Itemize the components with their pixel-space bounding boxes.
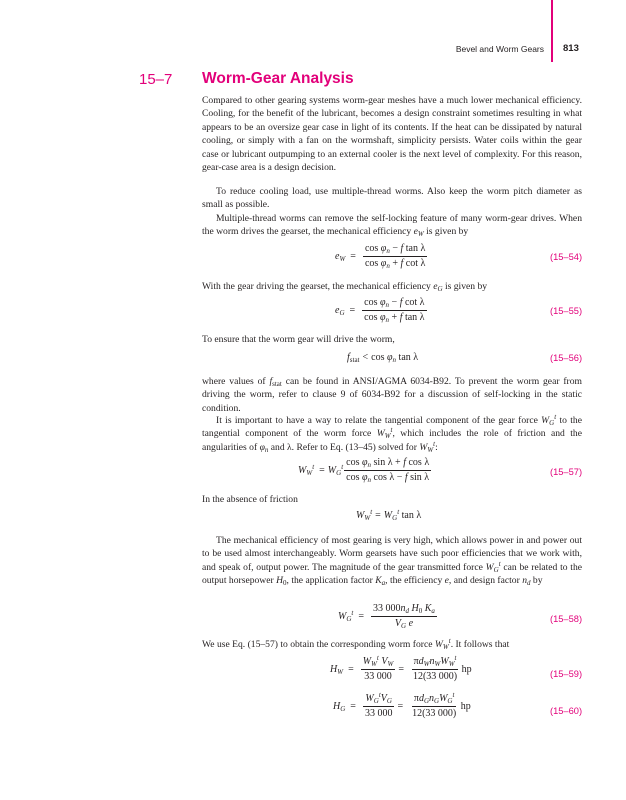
paragraph-9-text-f: by <box>532 575 543 587</box>
paragraph-5 <box>202 333 582 346</box>
paragraph-9-text-e: , and design factor <box>448 575 520 587</box>
paragraph-9-text-d: , the efficiency <box>385 575 443 587</box>
equation-number-15-54: (15–54) <box>550 252 583 262</box>
equation-15-58: $W_G^t$ = $\frac{33 000n_d H_0 K_a}{V_G e}$ <box>338 603 435 630</box>
equation-15-55: $e_G$ = $\frac{\cos \varphi_n - f \cot \lambda}{\cos \varphi_n + f \tan \lambda}$ <box>335 297 425 324</box>
paragraph-4-text-b: is given by <box>444 281 488 292</box>
equation-15-60: $H_G$ = $\frac{W_G^tV_G}{33 000}$ = $\frac{\pi d_Gn_GW_G^t}{12(33 000)}$ hp <box>333 691 471 719</box>
paragraph-7-text-c: , which includes the role of friction and the angularities of <box>202 428 582 453</box>
paragraph-9: The mechanical efficiency of most gearing is very high, which allows power in and power out to be used almost interchangeably. Worm gearsets have such poor efficiencies that we work with, and speak of, output power. The magnitude of the gear transmitted force $W_G^t$ can be related to the output horsepower $H_0$, the application factor $K_a$, the efficiency e, and design factor $n_d$ by <box>202 535 583 588</box>
equation-number-15-55: (15–55) <box>550 306 583 316</box>
paragraph-7-text-a: It is important to have a way to relate the tangential component of the gear force <box>216 415 538 426</box>
equation-number-15-60: (15–60) <box>550 706 583 716</box>
paragraph-8 <box>202 493 582 506</box>
paragraph-10: We use Eq. (15–57) to obtain the corresponding worm force $W_W^t$. It follows that <box>202 637 510 651</box>
paragraph-6-text-a: where values of <box>202 376 266 387</box>
paragraph-9-text-a: The mechanical efficiency of most gearing is very high, which allows power in and power out to be used almost interchangeably. Worm gearsets have such poor efficiencies that we work with, and speak of, output power. The magnitude of the gear transmitted force <box>202 535 582 573</box>
equation-number-15-59: (15–59) <box>550 669 583 679</box>
section-title: Worm-Gear Analysis <box>202 70 354 87</box>
eq60-unit: hp <box>460 701 471 712</box>
eq59-unit: hp <box>461 664 472 675</box>
paragraph-3: Multiple-thread worms can remove the self-locking feature of many worm-gear drives. When the worm drives the gearset, the mechanical efficiency $e_W$ is given by <box>202 213 582 239</box>
paragraph-7-text-d: and λ. Refer to Eq. (13–45) solved for <box>270 441 417 453</box>
paragraph-1-text: Compared to other gearing systems worm-gear meshes have a much lower mechanical efficiency. Cooling, for the benefit of the lubricant, becomes a design constraint sometimes resulting in what appears to be an oversize gear case in light of its contents. If the heat can be dissipated by natural cooling, or simply with a fan on the wormshaft, simplicity persists. Water coils within the gear case or lubricant outpumping to an external cooler is the next level of complexity. For this reason, gear-case area is a design decision. <box>202 95 582 174</box>
no-friction-rhs: tan λ <box>401 510 422 521</box>
section-number: 15–7 <box>139 71 173 88</box>
eq60-denominator-1: 33 000 <box>364 708 393 719</box>
equation-number-15-58: (15–58) <box>550 614 583 624</box>
running-title: Bevel and Worm Gears <box>455 44 544 54</box>
paragraph-3-end: is given by <box>426 226 469 238</box>
equation-number-15-57: (15–57) <box>550 467 583 477</box>
paragraph-7-text-b: to the tangential component of the worm force <box>202 415 582 440</box>
paragraph-10-text-a: We use Eq. (15–57) to obtain the corresponding worm force <box>202 639 433 650</box>
paragraph-6: where values of $f_{stat}$ can be found in ANSI/AGMA 6034-B92. To prevent the worm gear from driving the worm, refer to clause 9 of 6034-B92 for a discussion of self-locking in the static condition. <box>202 376 582 414</box>
paragraph-2 <box>202 185 582 212</box>
paragraph-1 <box>202 94 582 174</box>
equation-15-57: $W_W^t$ = $W_G^t$ $\frac{\cos \varphi_n \sin \lambda + f \cos \lambda}{\cos \varphi_n \cos \lambda - f \sin \lambda}$ <box>298 457 430 484</box>
equation-15-59: $H_W$ = $\frac{W_W^t V_W}{33 000}$ = $\frac{\pi d_Wn_WW_W^t}{12(33 000)}$ hp <box>330 654 472 682</box>
paragraph-9-text-c: , the application factor <box>286 575 373 587</box>
eq59-denominator-2: 12(33 000) <box>412 671 458 682</box>
paragraph-4-text-a: With the gear driving the gearset, the mechanical efficiency <box>202 281 431 292</box>
paragraph-2-text: To reduce cooling load, use multiple-thread worms. Also keep the worm pitch diameter as small as possible. <box>202 186 582 211</box>
paragraph-9-text-b: can be related to the output horsepower <box>202 561 583 587</box>
equation-15-56: $f_{stat}$ < $\cos \varphi_n$ tan λ <box>347 352 419 364</box>
running-head <box>0 44 626 58</box>
page-number: 813 <box>563 43 579 54</box>
equation-15-54: $e_W$ = $\frac{\cos \varphi_n - f \tan \lambda}{\cos \varphi_n + f \cot \lambda}$ <box>335 243 426 270</box>
paragraph-5-text: To ensure that the worm gear will drive the worm, <box>202 334 395 345</box>
paragraph-8-text: In the absence of friction <box>202 494 298 505</box>
paragraph-4: With the gear driving the gearset, the mechanical efficiency $e_G$ is given by <box>202 281 488 293</box>
paragraph-10-text-b: . It follows that <box>450 639 510 650</box>
equation-no-friction: $W_W^t$ = $W_G^t$ tan λ <box>356 508 422 522</box>
paragraph-6-text-b: can be found in ANSI/AGMA 6034-B92. To prevent the worm gear from driving the worm, refer to clause 9 of 6034-B92 for a discussion of self-locking in the static condition. <box>202 376 582 414</box>
equation-number-15-56: (15–56) <box>550 353 583 363</box>
eq60-denominator-2: 12(33 000) <box>412 708 457 719</box>
paragraph-3-text: Multiple-thread worms can remove the self-locking feature of many worm-gear drives. When the worm drives the gearset, the mechanical efficiency <box>202 213 582 238</box>
eq59-denominator-1: 33 000 <box>364 671 392 682</box>
paragraph-7: It is important to have a way to relate the tangential component of the gear force $W_G^t$ to the tangential component of the worm force $W_W^t$, which includes the role of friction and the angularities of $\varphi_n$ and λ. Refer to Eq. (13–45) solved for $W_W^t$: <box>202 413 582 454</box>
